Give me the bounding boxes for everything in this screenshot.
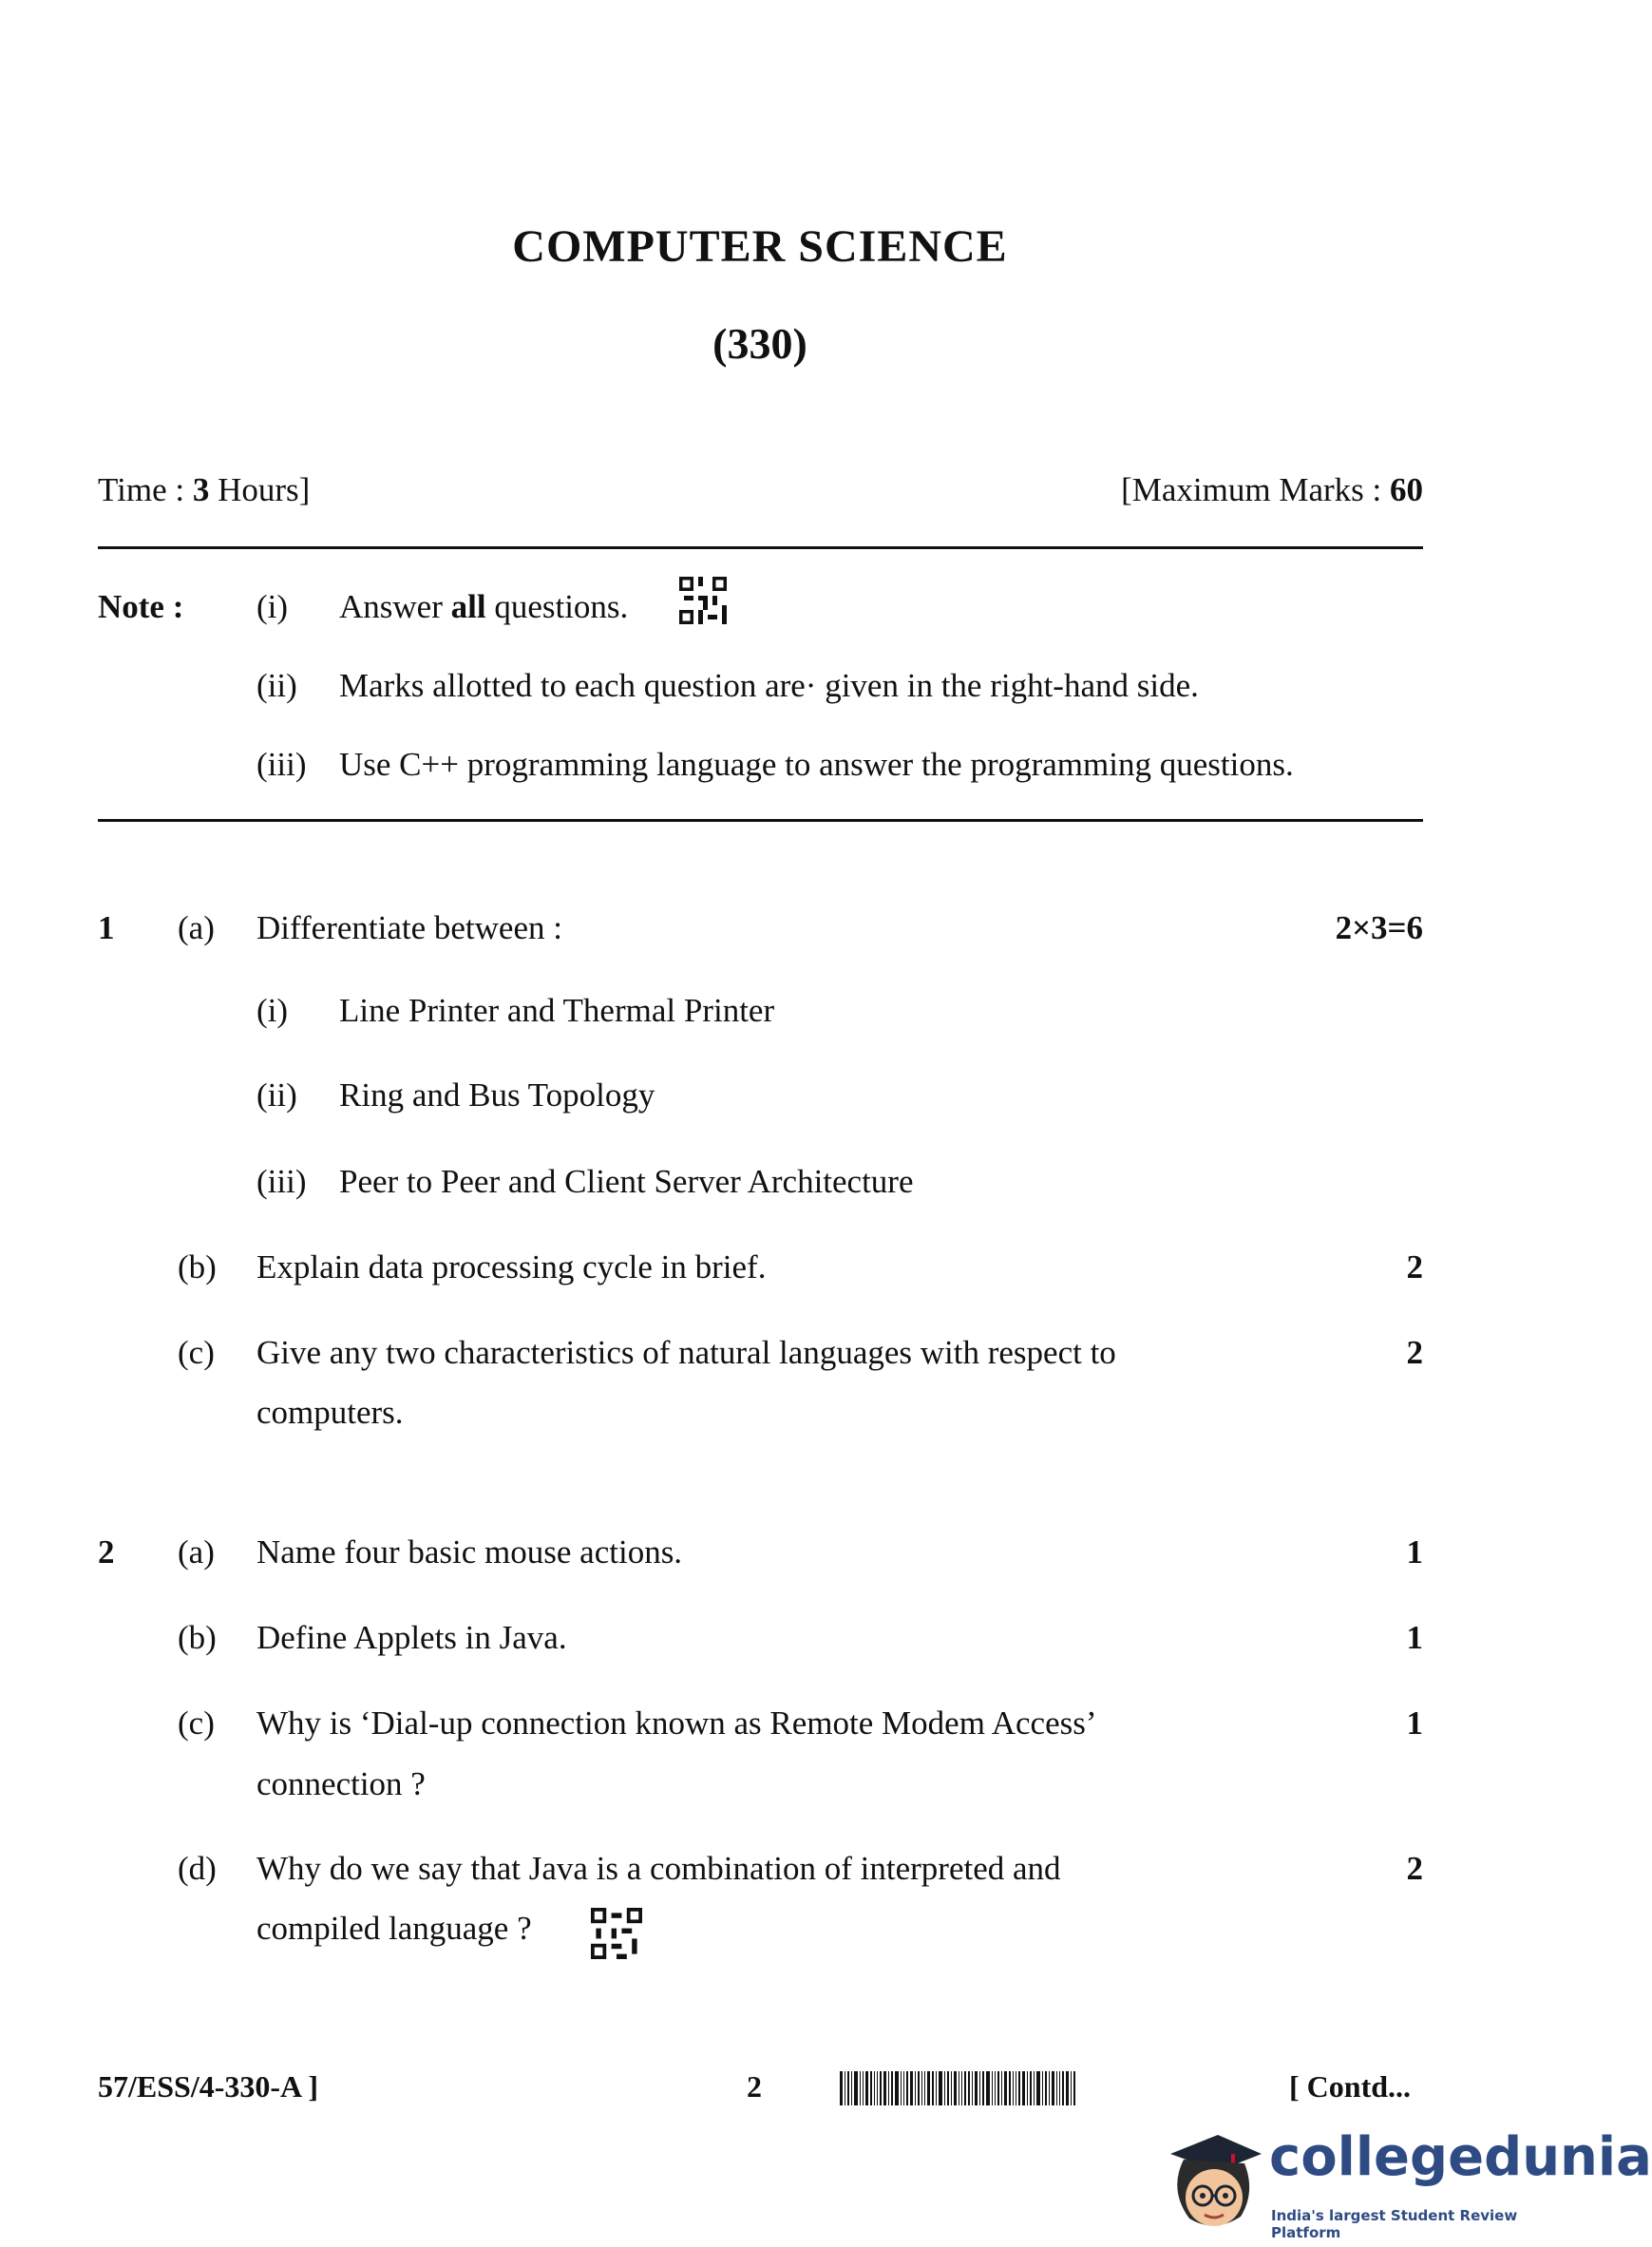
barcode-bar <box>847 2071 849 2105</box>
marks: 1 <box>1406 1704 1423 1742</box>
barcode-bar <box>982 2071 984 2105</box>
barcode-bar <box>1013 2071 1014 2105</box>
barcode-bar <box>964 2071 966 2105</box>
barcode-bar <box>1030 2071 1032 2105</box>
barcode-bar <box>906 2071 908 2105</box>
barcode-bar <box>927 2071 930 2105</box>
question-text: Explain data processing cycle in brief. <box>256 1248 767 1285</box>
barcode-bar <box>986 2071 990 2105</box>
divider-top <box>98 546 1423 549</box>
note-item-text: Marks allotted to each question are· given in the right-hand side. <box>339 667 1199 704</box>
barcode-bar <box>1066 2071 1069 2105</box>
barcode-bar <box>1042 2071 1043 2105</box>
barcode-bar <box>947 2071 949 2105</box>
mascot-logo-icon <box>1161 2122 1265 2234</box>
sub-part-text: Ring and Bus Topology <box>339 1076 655 1114</box>
barcode-bar <box>1056 2071 1057 2105</box>
barcode-bar <box>915 2071 916 2105</box>
note-item-text: Use C++ programming language to answer the programming questions. <box>339 746 1294 783</box>
qr-code-icon <box>679 577 727 624</box>
marks: 2 <box>1406 1334 1423 1371</box>
marks: 1 <box>1406 1619 1423 1656</box>
sub-part-label: (ii) <box>256 1076 297 1114</box>
barcode-bar <box>951 2071 952 2105</box>
marks: 1 <box>1406 1533 1423 1571</box>
barcode-bar <box>932 2071 934 2105</box>
barcode-bar <box>997 2071 999 2105</box>
sub-part-label: (i) <box>256 992 289 1029</box>
sub-part-text: Line Printer and Thermal Printer <box>339 992 775 1029</box>
brand-name: collegedunia <box>1269 2126 1652 2188</box>
barcode-bar <box>972 2071 973 2105</box>
barcode-bar <box>888 2071 889 2105</box>
barcode-bar <box>880 2071 882 2105</box>
part-label: (c) <box>178 1334 215 1371</box>
barcode-bar <box>865 2071 868 2105</box>
question-text-continued: computers. <box>256 1394 404 1431</box>
question-number: 2 <box>98 1533 115 1571</box>
part-label: (b) <box>178 1248 217 1285</box>
sub-part-label: (iii) <box>256 1163 307 1200</box>
barcode-bar <box>979 2071 980 2105</box>
paper-code: (330) <box>712 319 807 368</box>
barcode-bar <box>863 2071 864 2105</box>
barcode-bar <box>891 2071 893 2105</box>
barcode-bar <box>874 2071 875 2105</box>
part-label: (a) <box>178 1533 215 1571</box>
barcode-bar <box>1073 2071 1075 2105</box>
question-number: 1 <box>98 909 115 946</box>
barcode-bar <box>1001 2071 1002 2105</box>
barcode-bar <box>910 2071 913 2105</box>
barcode-bar <box>851 2071 852 2105</box>
barcode-bar <box>1062 2071 1064 2105</box>
time-allowed: Time : 3 Hours] <box>98 471 311 508</box>
barcode-bar <box>1034 2071 1035 2105</box>
barcode-bar <box>1052 2071 1054 2105</box>
part-label: (a) <box>178 909 215 946</box>
barcode-bar <box>1018 2071 1020 2105</box>
note-item-num: (i) <box>256 588 289 625</box>
divider-bottom <box>98 819 1423 822</box>
part-label: (b) <box>178 1619 217 1656</box>
barcode-bar <box>1027 2071 1028 2105</box>
part-label: (c) <box>178 1704 215 1742</box>
barcode-bar <box>1059 2071 1060 2105</box>
barcode-bar <box>883 2071 886 2105</box>
barcode-bar <box>1045 2071 1047 2105</box>
maximum-marks: [Maximum Marks : 60 <box>1121 471 1423 508</box>
marks: 2 <box>1406 1248 1423 1285</box>
barcode-bar <box>975 2071 978 2105</box>
barcode-bar <box>1049 2071 1050 2105</box>
note-item-num: (iii) <box>256 746 307 783</box>
paper-footer-code: 57/ESS/4-330-A ] <box>98 2069 319 2104</box>
barcode-bar <box>961 2071 962 2105</box>
barcode-bar <box>870 2071 872 2105</box>
sub-part-text: Peer to Peer and Client Server Architecture <box>339 1163 914 1200</box>
question-text: Define Applets in Java. <box>256 1619 567 1656</box>
barcode-bar <box>903 2071 904 2105</box>
note-item-num: (ii) <box>256 667 297 704</box>
barcode-bar <box>1009 2071 1011 2105</box>
barcode-bar <box>944 2071 945 2105</box>
qr-code-icon <box>591 1908 642 1959</box>
barcode-bar <box>924 2071 925 2105</box>
barcode-bar <box>877 2071 878 2105</box>
barcode-bar <box>860 2071 861 2105</box>
paper-subject: COMPUTER SCIENCE <box>512 221 1008 272</box>
question-text: Name four basic mouse actions. <box>256 1533 683 1571</box>
barcode-bar <box>918 2071 920 2105</box>
barcode-bar <box>840 2071 843 2105</box>
barcode-bar <box>901 2071 902 2105</box>
barcode <box>840 2071 1265 2105</box>
barcode-bar <box>1004 2071 1007 2105</box>
note-label: Note : <box>98 588 184 625</box>
page-number: 2 <box>747 2069 762 2104</box>
barcode-bar <box>1071 2071 1072 2105</box>
part-label: (d) <box>178 1850 217 1887</box>
continued-marker: [ Contd... <box>1289 2069 1412 2104</box>
question-text-continued: connection ? <box>256 1765 426 1802</box>
barcode-bar <box>1022 2071 1025 2105</box>
question-text: Differentiate between : <box>256 909 562 946</box>
barcode-bar <box>992 2071 993 2105</box>
question-text: Give any two characteristics of natural languages with respect to <box>256 1334 1116 1371</box>
barcode-bar <box>895 2071 899 2105</box>
brand-tagline: India's largest Student Review Platform <box>1271 2207 1518 2241</box>
question-text-continued: compiled language ? <box>256 1910 532 1947</box>
barcode-bar <box>854 2071 858 2105</box>
barcode-bar <box>921 2071 922 2105</box>
barcode-bar <box>968 2071 970 2105</box>
question-text: Why is ‘Dial-up connection known as Remote Modem Access’ <box>256 1704 1097 1742</box>
marks: 2 <box>1406 1850 1423 1887</box>
barcode-bar <box>954 2071 957 2105</box>
barcode-bar <box>995 2071 996 2105</box>
note-item-text: Answer all questions. <box>339 588 629 625</box>
barcode-bar <box>939 2071 942 2105</box>
marks: 2×3=6 <box>1335 909 1423 946</box>
barcode-bar <box>936 2071 937 2105</box>
barcode-bar <box>1036 2071 1040 2105</box>
question-text: Why do we say that Java is a combination of interpreted and <box>256 1850 1061 1887</box>
